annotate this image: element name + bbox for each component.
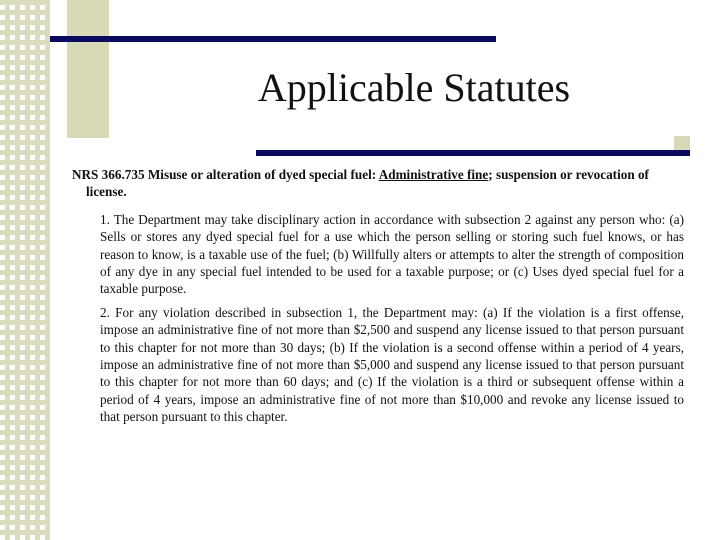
statute-paragraph-1: 1. The Department may take disciplinary action in accordance with subsection 2 against any person who: (a) Sells or stores any dyed special fuel for a use which the person selling or storing such fuel knows, or has reason to know, is a taxable use of the fuel; (b) Willfully alters or attempts to alter the strength of composition of any dye in any special fuel intended to be used for a taxable purpose; or (c) Uses dyed special fuel for a taxable purpose. bbox=[100, 211, 684, 297]
statute-heading-suffix: ; suspension or revocation of license. bbox=[86, 167, 649, 200]
statute-heading bbox=[72, 166, 684, 201]
statute-paragraph-2: 2. For any violation described in subsection 1, the Department may: (a) If the violation is a first offense, impose an administrative fine of not more than $2,500 and suspend any license issued to that person pursuant to this chapter for not more than 30 days; (b) If the violation is a second offense within a period of 4 years, impose an administrative fine of not more than $5,000 and suspend any license issued to that person pursuant to this chapter for not more than 60 days; and (c) If the violation is a third or subsequent offense within a period of 4 years, impose an administrative fine of not more than $10,000 and revoke any license issued to that person pursuant to this chapter. bbox=[100, 304, 684, 425]
slide-body bbox=[72, 166, 684, 432]
page-title: Applicable Statutes bbox=[257, 65, 571, 110]
title-rule-top bbox=[50, 36, 496, 42]
statute-heading-prefix: NRS 366.735 Misuse or alteration of dyed special fuel: bbox=[72, 167, 379, 182]
title-rule-bottom bbox=[256, 150, 690, 156]
decorative-accent-block bbox=[67, 0, 109, 138]
decorative-grid-strip bbox=[0, 0, 50, 540]
statute-heading-underlined: Administrative fine bbox=[378, 167, 489, 182]
